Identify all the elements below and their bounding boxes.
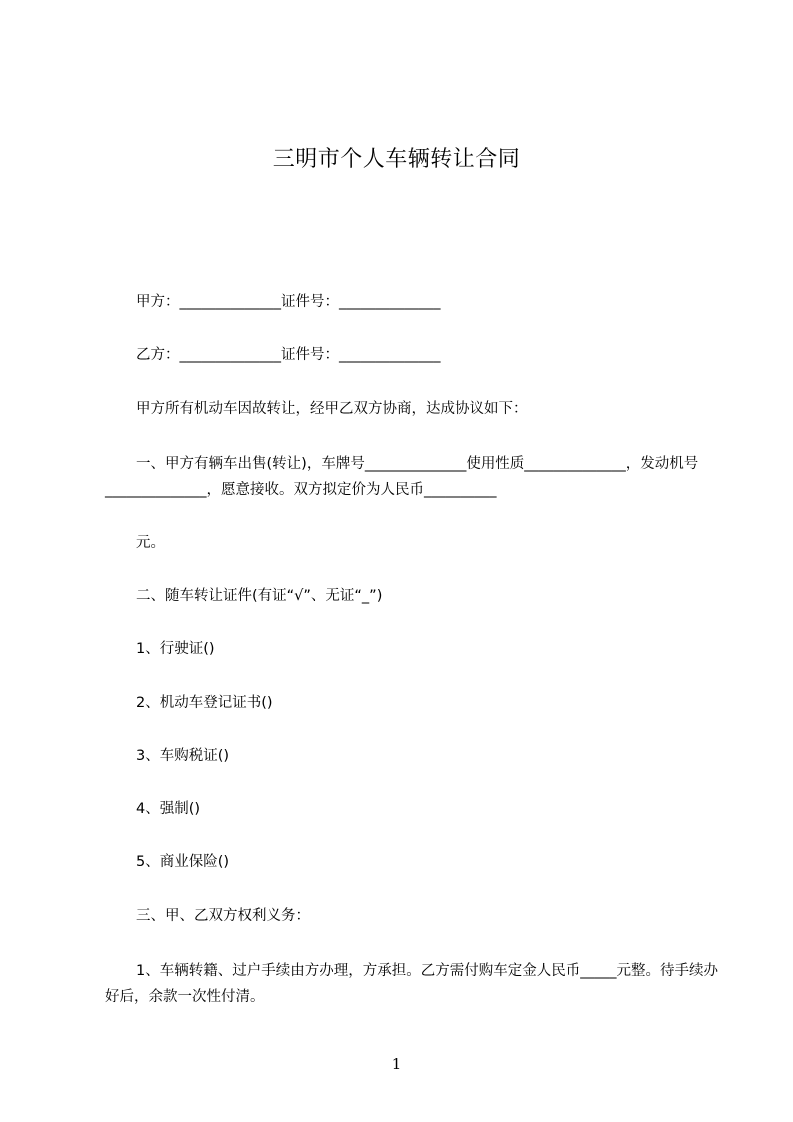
clause-1-paragraph: 一、甲方有辆车出售(转让)，车牌号______________使用性质______________，发动机号______________，愿意接收。双方拟定价为人民币__________	[105, 456, 699, 498]
document-item: 2、机动车登记证书()	[136, 695, 273, 711]
document-item: 4、强制()	[136, 801, 201, 817]
party-b-line: 乙方：______________证件号：______________	[136, 347, 441, 363]
clause-3-item-1: 1、车辆转籍、过户手续由方办理，方承担。乙方需付购车定金人民币_____元整。待手续办好后，余款一次性付清。	[105, 963, 718, 1005]
document-item: 5、商业保险()	[136, 854, 230, 870]
document-item: 1、行驶证()	[136, 641, 215, 657]
clause-2-heading: 二、随车转让证件(有证“√”、无证“_”)	[136, 588, 383, 604]
clause-1-end: 元。	[136, 535, 165, 551]
clause-3-heading: 三、甲、乙双方权利义务：	[136, 908, 310, 924]
party-a-line: 甲方：______________证件号：______________	[136, 294, 441, 310]
document-item: 3、车购税证()	[136, 748, 230, 764]
page-number: 1	[391, 1055, 402, 1073]
intro-paragraph: 甲方所有机动车因故转让，经甲乙双方协商，达成协议如下：	[136, 401, 528, 417]
document-title: 三明市个人车辆转让合同	[272, 147, 521, 172]
